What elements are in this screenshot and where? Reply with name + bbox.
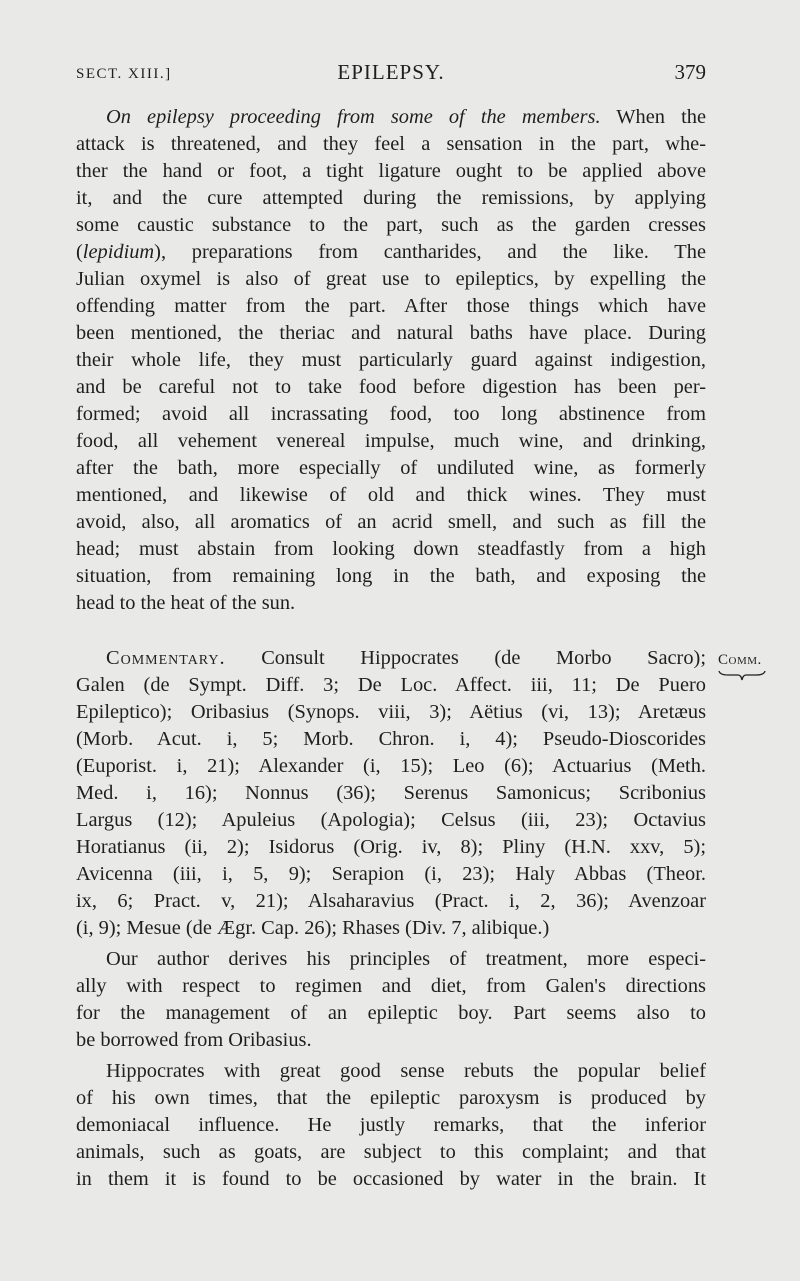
text-line: Hippocrates with great good sense rebuts the popular belief: [106, 1060, 706, 1082]
text-line: it, and the cure attempted during the remissions, by applying: [76, 187, 706, 209]
line-text: (: [76, 241, 83, 263]
text-line: attack is threatened, and they feel a sensation in the part, whe-: [76, 133, 706, 155]
paragraph: [76, 104, 706, 617]
commentary-heading: Commentary.: [106, 647, 226, 669]
text-line: (Euporist. i, 21); Alexander (i, 15); Leo (6); Actuarius (Meth.: [76, 755, 706, 777]
italic-term: lepidium: [82, 241, 155, 263]
text-line: Julian oxymel is also of great use to epileptics, by expelling the: [76, 268, 706, 290]
text-line: food, all vehement venereal impulse, much wine, and drinking,: [76, 430, 706, 452]
text-line: head; must abstain from looking down steadfastly from a high: [76, 538, 706, 560]
text-line: some caustic substance to the part, such as the garden cresses: [76, 214, 706, 236]
page-title: EPILEPSY.: [337, 60, 445, 84]
page-number: 379: [674, 60, 706, 84]
margin-note: [718, 652, 798, 683]
text-line: Largus (12); Apuleius (Apologia); Celsus (iii, 23); Octavius: [76, 809, 706, 831]
line-text: When the: [600, 106, 706, 128]
text-line: [76, 104, 706, 131]
line-text: Consult Hippocrates (de Morbo Sacro);: [225, 647, 706, 669]
text-line: head to the heat of the sun.: [76, 592, 296, 614]
text-line: Horatianus (ii, 2); Isidorus (Orig. iv, 8); Pliny (H.N. xxv, 5);: [76, 836, 706, 858]
text-line: ther the hand or foot, a tight ligature ought to be applied above: [76, 160, 706, 182]
paragraph-gap: [76, 617, 706, 645]
text-line: of his own times, that the epileptic paroxysm is produced by: [76, 1087, 706, 1109]
text-line: demoniacal influence. He justly remarks, that the inferior: [76, 1114, 706, 1136]
section-label: SECT. XIII.]: [76, 66, 172, 82]
text-line: and be careful not to take food before digestion has been per-: [76, 376, 706, 398]
paragraph: [76, 1058, 706, 1193]
text-line: offending matter from the part. After those things which have: [76, 295, 706, 317]
text-line: in them it is found to be occasioned by water in the brain. It: [76, 1168, 706, 1190]
text-line: animals, such as goats, are subject to this complaint; and that: [76, 1141, 706, 1163]
text-line: situation, from remaining long in the bath, and exposing the: [76, 565, 706, 587]
text-line: ix, 6; Pract. v, 21); Alsaharavius (Pract. i, 2, 36); Avenzoar: [76, 890, 706, 912]
text-line: Galen (de Sympt. Diff. 3; De Loc. Affect. iii, 11; De Puero: [76, 674, 706, 696]
text-line: Our author derives his principles of treatment, more especi-: [106, 948, 706, 970]
text-line: ally with respect to regimen and diet, from Galen's directions: [76, 975, 706, 997]
text-line: Epileptico); Oribasius (Synops. viii, 3); Aëtius (vi, 13); Aretæus: [76, 701, 706, 723]
text-line: (Morb. Acut. i, 5; Morb. Chron. i, 4); Pseudo-Dioscorides: [76, 728, 706, 750]
text-line: after the bath, more especially of undiluted wine, as formerly: [76, 457, 706, 479]
text-line: formed; avoid all incrassating food, too long abstinence from: [76, 403, 706, 425]
italic-heading: On epilepsy proceeding from some of the members.: [106, 106, 601, 128]
text-line: their whole life, they must particularly guard against indigestion,: [76, 349, 706, 371]
running-head: [76, 60, 706, 90]
commentary-paragraph: [76, 645, 706, 942]
text-line: mentioned, and likewise of old and thick wines. They must: [76, 484, 706, 506]
text-line: for the management of an epileptic boy. Part seems also to: [76, 1002, 706, 1024]
margin-note-label: Comm.: [718, 652, 762, 668]
brace-icon: [718, 669, 766, 683]
text-line: Avicenna (iii, i, 5, 9); Serapion (i, 23); Haly Abbas (Theor.: [76, 863, 706, 885]
line-text: ), preparations from cantharides, and the like. The: [154, 241, 706, 263]
text-line: been mentioned, the theriac and natural baths have place. During: [76, 322, 706, 344]
body-text: [76, 104, 706, 1193]
text-line: be borrowed from Oribasius.: [76, 1029, 312, 1051]
text-line: [76, 239, 706, 266]
text-line: (i, 9); Mesue (de Ægr. Cap. 26); Rhases (Div. 7, alibique.): [76, 917, 550, 939]
text-line: Med. i, 16); Nonnus (36); Serenus Samonicus; Scribonius: [76, 782, 706, 804]
text-line: avoid, also, all aromatics of an acrid smell, and such as fill the: [76, 511, 706, 533]
paragraph: [76, 946, 706, 1054]
text-line: [76, 645, 706, 672]
